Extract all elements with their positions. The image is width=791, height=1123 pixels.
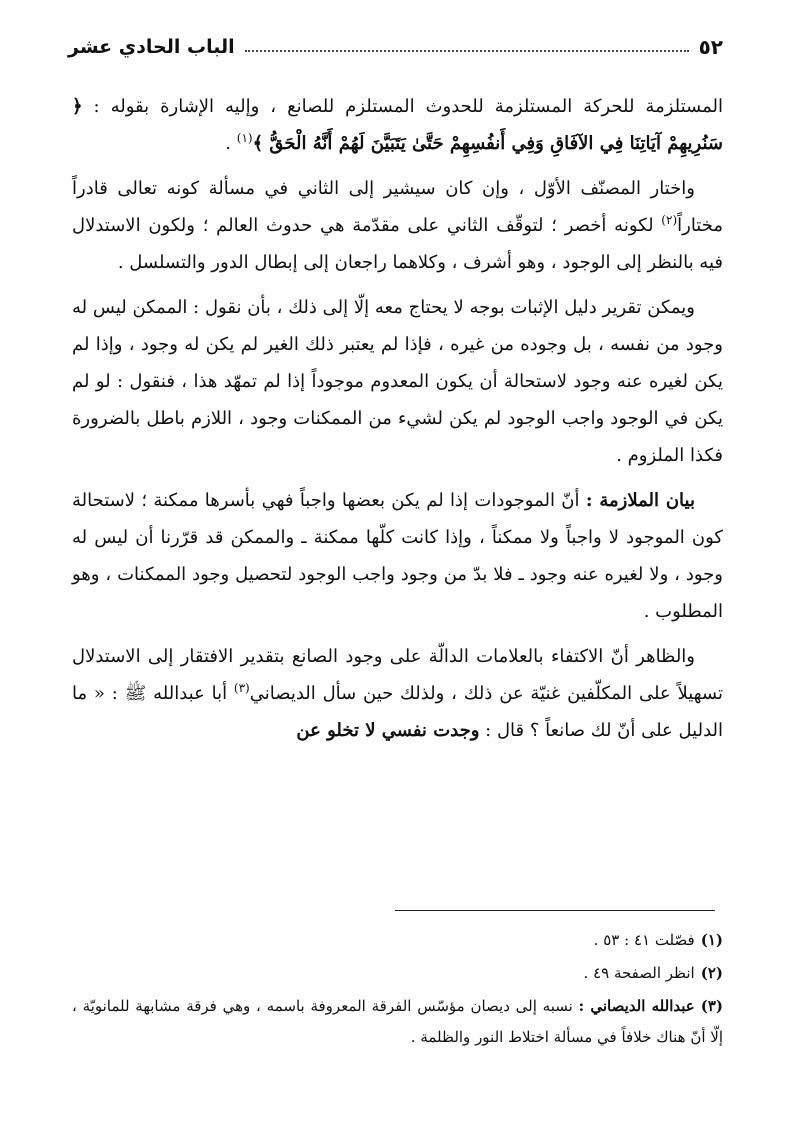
footnote-text: انظر الصفحة ٤٩ . — [583, 964, 695, 982]
footnote-number: (١) — [700, 931, 723, 949]
paragraph-2-part1: واختار المصنّف الأوّل ، وإن كان سيشير إلى الثاني في مسألة كونه تعالى قادراً مختاراً — [72, 178, 723, 236]
footnote-3 — [72, 991, 723, 1053]
paragraph-2-part2: لكونه أخصر ؛ لتوقّف الثاني على مقدّمة هي حدوث العالم ؛ ولكون الاستدلال فيه بالنظر إلى الوجود ، وهو أشرف ، وكلاهما راجعان إلى إبطال الدور والتسلسل . — [72, 215, 723, 273]
paragraph-3: ويمكن تقرير دليل الإثبات بوجه لا يحتاج معه إلّا إلى ذلك ، بأن نقول : الممكن ليس له وجود من نفسه ، بل وجوده من غيره ، فإذا لم يعتبر ذلك الغير لم يكن له وجود ، وإذا لم يكن لغيره عنه وجود لاستحالة أن يكون المعدوم موجوداً إذا لم تمهّد هذا ، فنقول : لو لم يكن في الوجود واجب الوجود لم يكن لشيء من الممكنات وجود ، اللازم باطل بالضرورة فكذا الملزوم . — [72, 297, 723, 466]
footnote-ref-2[interactable]: (٢) — [661, 213, 678, 227]
footnote-number: (٣) — [700, 997, 724, 1015]
paragraph-5 — [72, 638, 723, 749]
paragraph-2 — [72, 170, 723, 281]
footnote-text: فصّلت ٤١ : ٥٣ . — [593, 931, 695, 949]
paragraph-1-end: . — [225, 133, 237, 154]
paragraph-5-part2: أبا عبدالله ﷺ : « ما الدليل على أنّ لك صانعاً ؟ قال : — [72, 683, 723, 741]
paragraph-1 — [72, 88, 723, 162]
paragraph-5-bold-end: وجدت نفسي لا تخلو عن — [296, 720, 480, 741]
page-header — [68, 30, 723, 64]
page-number: ٥٢ — [698, 35, 723, 59]
footnote-text: نسبه إلى ديصان مؤسّس الفرقة المعروفة باسمه ، وهي فرقة مشابهة للمانويّة ، إلّا أنّ هناك خلافاً في مسألة اختلاط النور والظلمة . — [72, 997, 723, 1046]
paragraph-4-text: أنّ الموجودات إذا لم يكن بعضها واجباً فهي بأسرها ممكنة ؛ لاستحالة كون الموجود لا واجباً ولا ممكناً ، وإذا كانت كلّها ممكنة ـ والممكن قد قرّرنا أن ليس له وجود ، ولا لغيره عنه وجود ـ فلا بدّ من وجود واجب الوجود لتحصيل وجود الممكنات ، وهو المطلوب . — [72, 490, 723, 622]
footnote-number: (٢) — [700, 964, 723, 982]
footnote-2 — [72, 958, 723, 989]
paragraph-5-part1: والظاهر أنّ الاكتفاء بالعلامات الدالّة على وجود الصانع بتقدير الافتقار إلى الاستدلال تسهيلاً على المكلّفين غنيّة عن ذلك ، ولذلك حين سأل الديصاني — [72, 646, 723, 704]
chapter-title: الباب الحادي عشر — [68, 36, 235, 58]
footnote-1 — [72, 925, 723, 956]
footnote-separator — [395, 910, 715, 911]
paragraph-1-line: المستلزمة للحركة المستلزمة للحدوث المستلزم للصانع ، وإليه الإشارة بقوله : — [93, 96, 723, 117]
footnotes — [72, 925, 723, 1055]
paragraph-4-lead: بيان الملازمة : — [585, 490, 695, 511]
footnote-ref-3[interactable]: (٣) — [233, 681, 250, 695]
paragraph-4 — [72, 482, 723, 630]
main-text — [72, 88, 723, 749]
footnote-ref-1[interactable]: (١) — [236, 131, 253, 145]
header-dotted-leader — [245, 50, 689, 52]
quran-verse: ﴿ سَنُرِيهِمْ آيَاتِنَا فِي الآفَاقِ وَفِي أَنفُسِهِمْ حَتَّىٰ يَتَبَيَّنَ لَهُمْ أَنَّهُ الْحَقُّ ﴾ — [72, 96, 723, 154]
footnote-bold-name: عبدالله الديصاني : — [578, 997, 695, 1015]
